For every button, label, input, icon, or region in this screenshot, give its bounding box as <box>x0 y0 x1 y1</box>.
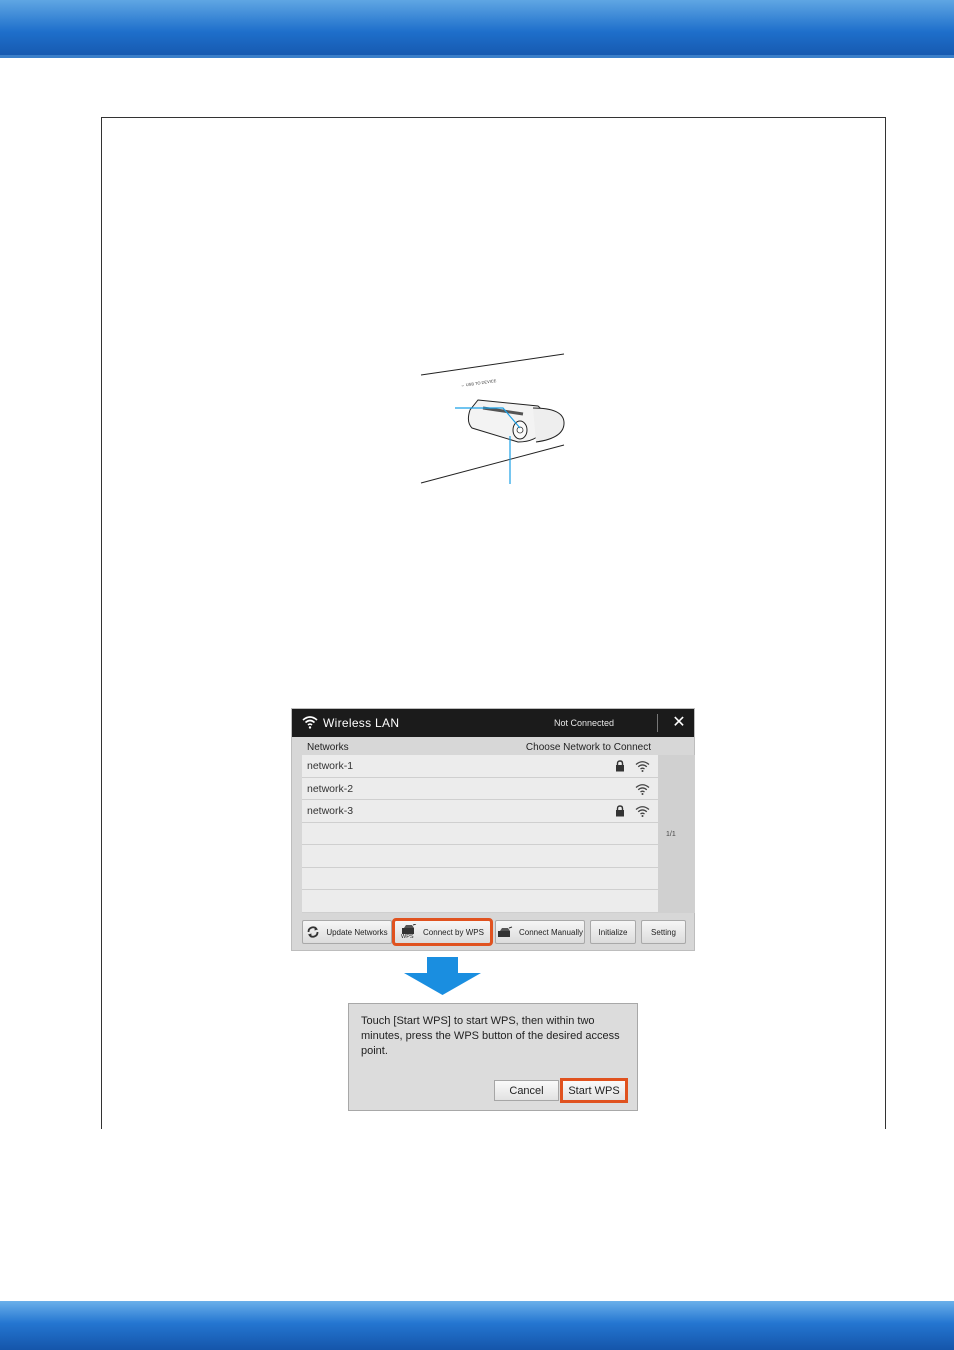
wifi-icon <box>635 805 650 817</box>
router-icon <box>497 925 513 939</box>
wifi-icon <box>302 715 318 729</box>
empty-network-row <box>302 890 658 913</box>
cancel-label: Cancel <box>509 1084 544 1097</box>
connect-manually-label: Connect Manually <box>518 927 584 937</box>
start-wps-label: Start WPS <box>568 1084 620 1097</box>
network-list <box>302 755 658 913</box>
network-name: network-2 <box>307 782 354 795</box>
bottom-banner <box>0 1301 954 1350</box>
empty-network-row <box>302 823 658 846</box>
wireless-lan-window <box>291 708 695 951</box>
cancel-button[interactable] <box>494 1080 559 1101</box>
title-divider <box>657 714 658 732</box>
connect-by-wps-button[interactable] <box>394 920 491 944</box>
wps-dialog <box>348 1003 638 1111</box>
choose-network-header: Choose Network to Connect <box>525 742 651 753</box>
content-frame <box>101 117 886 1129</box>
network-name: network-1 <box>307 760 354 772</box>
window-title-bar <box>292 709 694 737</box>
connect-by-wps-label: Connect by WPS <box>423 927 484 937</box>
start-wps-button[interactable] <box>562 1080 626 1101</box>
connect-manually-button[interactable] <box>495 920 585 944</box>
lock-icon <box>614 760 626 772</box>
window-title: Wireless LAN <box>323 716 400 730</box>
initialize-button[interactable] <box>590 920 636 944</box>
wps-dialog-message: Touch [Start WPS] to start WPS, then within two minutes, press the WPS button of the desired access point. <box>361 1015 620 1057</box>
setting-label: Setting <box>651 927 676 937</box>
lock-icon <box>614 805 626 817</box>
wps-badge: WPS <box>401 934 414 940</box>
svg-text:⇔ USB TO DEVICE: ⇔ USB TO DEVICE <box>460 378 497 388</box>
initialize-label: Initialize <box>598 927 628 937</box>
down-arrow-icon <box>404 957 481 995</box>
usb-adapter-illustration <box>418 350 570 490</box>
update-networks-label: Update Networks <box>326 927 388 937</box>
page-indicator: 1/1 <box>666 831 676 838</box>
network-row[interactable] <box>302 800 658 823</box>
empty-network-row <box>302 868 658 891</box>
network-row[interactable] <box>302 755 658 778</box>
wifi-icon <box>635 760 650 772</box>
refresh-icon <box>306 925 320 939</box>
empty-network-row <box>302 845 658 868</box>
close-icon[interactable]: ✕ <box>672 714 686 731</box>
connection-status: Not Connected <box>554 718 615 728</box>
update-networks-button[interactable] <box>302 920 392 944</box>
network-name: network-3 <box>307 805 354 817</box>
network-row[interactable] <box>302 778 658 801</box>
wps-router-icon <box>401 924 417 940</box>
setting-button[interactable] <box>641 920 686 944</box>
top-banner <box>0 0 954 58</box>
top-banner-rule <box>0 55 954 58</box>
list-scrollbar[interactable] <box>658 755 695 913</box>
networks-header: Networks <box>307 742 349 753</box>
wifi-icon <box>635 783 650 795</box>
